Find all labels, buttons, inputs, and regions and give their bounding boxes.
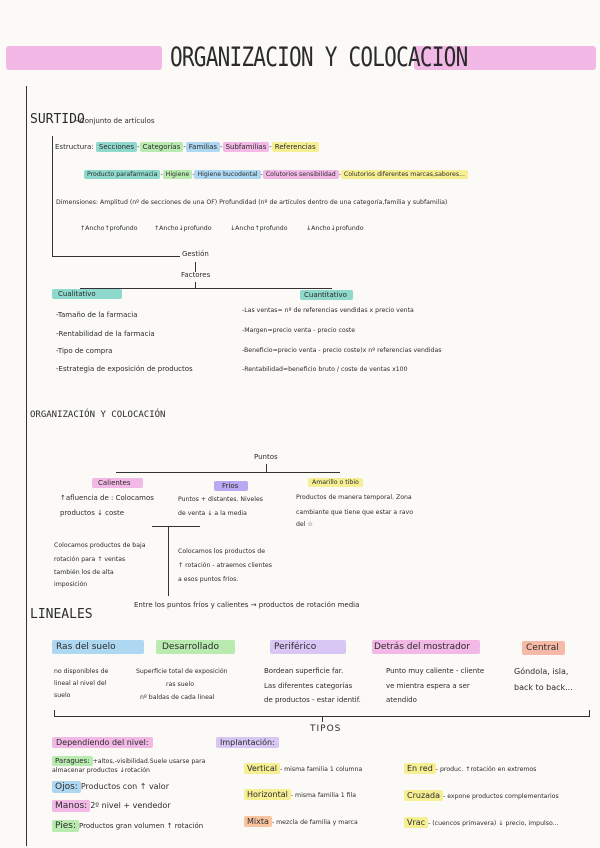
otro-cruzada [404,791,559,800]
estructura-label: Estructura: [55,143,94,151]
nivel-manos [52,801,171,811]
desarrollado-text-2: ras suelo [166,681,194,688]
estructura-subfamilias: Subfamilias [223,142,270,152]
otro-en-red-label: En red [404,763,436,774]
frios-label: Fríos [214,481,248,491]
tipo-desarrollado-label: Desarrollado [156,640,235,654]
otro-en-red [404,764,536,773]
impl-vertical [244,764,362,773]
tipos-bracket-mid [322,716,323,722]
note-left-2: rotación para ↑ ventas [54,556,126,563]
calientes-label: Calientes [92,478,143,488]
note-left-3: también los de alta [54,569,114,576]
dimensiones-text: Dimensiones: Amplitud (nº de secciones de una OF) Profundidad (nº de artículos dentro de una categoría,familia y subfamilia) [56,199,448,206]
puntos-bar [116,472,340,473]
impl-horizontal-text: - misma familia 1 fila [290,792,357,799]
example-colutorios-sens: Colutorios sensibilidad [263,170,339,179]
ras-text-2: lineal al nivel del [54,680,107,687]
example-bucodental: Higiene bucodental [194,170,260,179]
nivel-paragues-label: Paragues: [52,756,93,766]
cuantitativo-1: -Las ventas= nº de referencias vendidas x precio venta [242,307,414,314]
implantacion-label: Implantación: [216,737,279,748]
otro-cruzada-text: - expone productos complementarios [443,793,559,800]
detras-text-1: Punto muy caliente - cliente [386,667,485,675]
cuantitativo-4: -Rentabilidad=beneficio bruto / coste de ventas x100 [242,366,408,373]
frios-text-1: Puntos + distantes. Niveles [178,496,263,503]
gestion-label: Gestión [182,250,209,258]
combo-4: ↓Ancho↓profundo [306,225,364,232]
nivel-pies-label: Pies: [52,820,79,832]
nivel-ojos-label: Ojos: [52,781,81,793]
estructura-referencias: Referencias [272,142,319,152]
ras-text-1: no disponibles de [54,668,109,675]
factores-label: Factores [181,271,211,279]
note-right-3: a esos puntos fríos. [178,576,239,583]
organizacion-heading: ORGANIZACIÓN Y COLOCACIÓN [30,410,166,420]
tipo-ras-label: Ras del suelo [52,640,144,654]
impl-horizontal [244,790,356,799]
central-text-2: back to back... [514,683,573,692]
cuantitativo-label: Cuantitativo [300,290,353,300]
cualitativo-2: -Rentabilidad de la farmacia [56,330,155,338]
note-right-1: Colocamos los productos de [178,548,266,555]
note-right-2: ↑ rotación - atraemos clientes [178,562,272,569]
amarillo-label: Amarillo o tibio [308,478,363,487]
desarrollado-text-3: nº baldas de cada lineal [140,694,215,701]
otro-vrac [404,818,559,827]
nivel-ojos-text: Productos con ↑ valor [80,782,169,791]
combo-2: ↑Ancho↓profundo [154,225,212,232]
puntos-down [266,464,267,472]
estructura-example-row: Producto parafarmacia - Higiene Higiene bucodental - Colutorios sensibilidad - Colutorios diferentes marcas,sabores... [84,171,468,178]
tipo-detras-label: Detrás del mostrador [372,640,480,654]
combo-3: ↓Ancho↑profundo [230,225,288,232]
title-band-left [6,46,162,70]
periferico-text-1: Bordean superficie far. [264,667,344,675]
central-text-1: Góndola, isla, [514,667,569,676]
note-left-4: imposición [54,581,88,588]
impl-vertical-text: - misma familia 1 columna [279,766,363,773]
lineales-heading: LINEALES [30,607,93,622]
cualitativo-4: -Estrategia de exposición de productos [56,365,193,373]
cualitativo-1: -Tamaño de la farmacia [56,311,138,319]
cal-frio-down [168,526,169,596]
periferico-text-3: de productos - estar identif. [264,696,361,704]
page-title: ORGANIZACION Y COLOCACION [170,42,468,73]
tipos-bracket-right [589,710,590,716]
otro-cruzada-label: Cruzada [404,790,443,801]
nivel-manos-label: Manos: [52,800,90,812]
combo-1: ↑Ancho↑profundo [80,225,138,232]
impl-vertical-label: Vertical [244,763,280,774]
surtido-definition: →Conjunto de artículos [74,117,155,125]
cuantitativo-2: -Margen=precio venta - precio coste [242,327,356,334]
cal-frio-connector [152,526,200,527]
impl-mixta [244,817,358,826]
nivel-label: Dependiendo del nivel: [52,737,153,748]
nivel-manos-text: 2º nivel + vendedor [90,801,171,810]
estructura-categorias: Categorías [140,142,184,152]
amarillo-text-1: Productos de manera temporal. Zona [296,494,412,501]
amarillo-text-3: del ☆ [296,521,313,528]
nivel-paragues [52,757,232,775]
estructura-secciones: Secciones [96,142,137,152]
tipo-periferico-label: Periférico [270,640,346,654]
nivel-pies-text: Productos gran volumen ↑ rotación [79,822,204,830]
left-spine [26,86,27,846]
periferico-text-2: Las diferentes categorías [264,682,353,690]
nivel-ojos [52,782,169,792]
calientes-text-2: productos ↓ coste [60,509,124,517]
frios-text-2: de venta ↓ a la media [178,510,247,517]
estructura-row: Estructura: Secciones - Categorías - Familias - Subfamilias - Referencias [55,143,319,151]
example-parafarmacia: Producto parafarmacia [84,170,160,179]
impl-horizontal-label: Horizontal [244,789,291,800]
tipos-bracket-left [54,710,55,716]
estructura-familias: Familias [186,142,220,152]
detras-text-3: atendido [386,696,417,704]
tipos-label: TIPOS [310,724,342,734]
desarrollado-text-1: Superficie total de exposición [136,668,228,675]
between-text: Entre los puntos fríos y calientes → productos de rotación media [134,601,360,609]
cuantitativo-3: -Beneficio=precio venta - precio coste)x nº referencias vendidas [242,347,442,354]
cualitativo-3: -Tipo de compra [56,347,113,355]
impl-mixta-text: - mezcla de familia y marca [271,819,358,826]
otro-vrac-text: - (cuencos primavera) ↓ precio, impulso... [428,820,559,827]
example-higiene: Higiene [163,170,193,179]
note-left-1: Colocamos productos de baja [54,542,146,549]
cualitativo-label: Cualitativo [52,289,122,299]
tipo-central-label: Central [522,641,565,655]
amarillo-text-2: cambiante que tiene que estar a ravo [296,509,413,516]
impl-mixta-label: Mixta [244,816,272,827]
detras-text-2: ve mientra espera a ser [386,682,470,690]
puntos-label: Puntos [254,453,278,461]
ras-text-3: suelo [54,692,71,699]
otro-vrac-label: Vrac [404,817,428,828]
surtido-branch [52,136,53,256]
example-colutorios-marcas: Colutorios diferentes marcas,sabores... [341,170,468,179]
gestion-connector [52,256,180,257]
otro-en-red-text: - produc. ↑rotación en extremos [435,766,537,773]
nivel-pies [52,821,203,831]
nivel-paragues-text: +altos,-visibilidad.Suele usarse para almacenar productos ↓rotación [52,758,206,774]
calientes-text-1: ↑afluencia de : Colocamos [60,494,154,502]
surtido-heading: SURTIDO [30,112,85,127]
